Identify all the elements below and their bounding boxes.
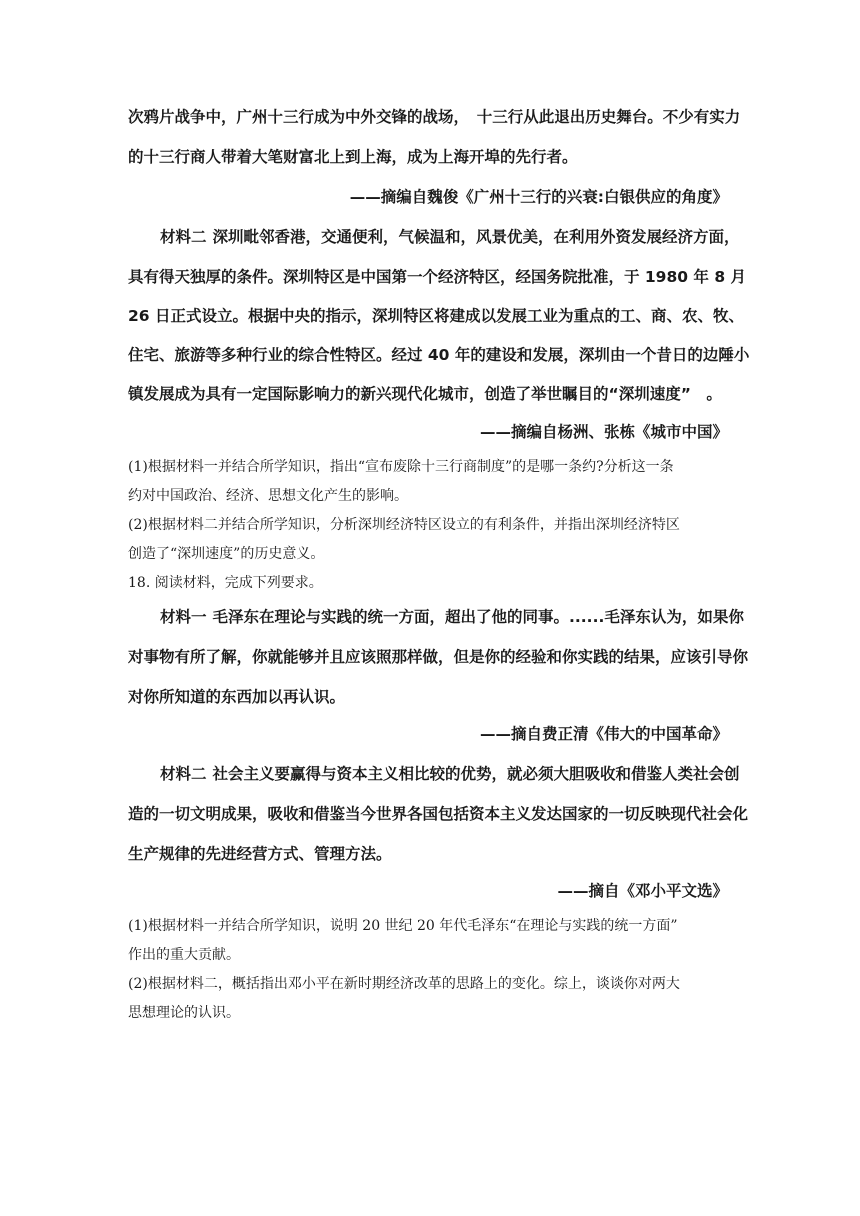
material2-line-1 (160, 227, 740, 247)
material18-2-line-1 (160, 764, 740, 784)
material18-1-line-3: 对你所知道的东西加以再认识。 (128, 688, 346, 706)
material-text: 毛泽东在理论与实践的统一方面，超出了他的同事。......毛泽东认为，如果你 (212, 608, 744, 626)
material18-2-line-3: 生产规律的先进经营方式、管理方法。 (128, 845, 392, 863)
material2-line-3: 26 日正式设立。根据中央的指示，深圳特区将建成以发展工业为重点的工、商、农、牧、 (128, 307, 744, 325)
question-18-1-line-2: 作出的重大贡献。 (128, 947, 240, 963)
material1-line-1: 次鸦片战争中，广州十三行成为中外交锋的战场， 十三行从此退出历史舞台。不少有实力 (128, 108, 741, 126)
material-text: 深圳毗邻香港，交通便利，气候温和，风景优美，在利用外资发展经济方面， (212, 228, 740, 246)
material-label: 材料二 (160, 228, 207, 246)
question-18-2-line-1: (2)根据材料二，概括指出邓小平在新时期经济改革的思路上的变化。综上，谈谈你对两大 (128, 976, 680, 992)
source-citation-1: ——摘编自魏俊《广州十三行的兴衰:白银供应的角度》 (349, 188, 728, 206)
material-label: 材料二 (160, 765, 207, 783)
source-citation-4: ——摘自《邓小平文选》 (557, 882, 728, 900)
material1-line-2: 的十三行商人带着大笔财富北上到上海，成为上海开埠的先行者。 (128, 148, 578, 166)
source-citation-3: ——摘自费正清《伟大的中国革命》 (479, 725, 728, 743)
material-text: 社会主义要赢得与资本主义相比较的优势，就必须大胆吸收和借鉴人类社会创 (212, 765, 740, 783)
question-17-2-line-1: (2)根据材料二并结合所学知识，分析深圳经济特区设立的有利条件，并指出深圳经济特区 (128, 517, 680, 533)
question-17-2-line-2: 创造了“深圳速度”的历史意义。 (128, 546, 325, 562)
material-label: 材料一 (160, 608, 207, 626)
question-18-title: 18. 阅读材料，完成下列要求。 (128, 575, 323, 591)
question-18-1-line-1: (1)根据材料一并结合所学知识，说明 20 世纪 20 年代毛泽东“在理论与实践的统一方面” (128, 918, 678, 934)
material18-2-line-2: 造的一切文明成果，吸收和借鉴当今世界各国包括资本主义发达国家的一切反映现代社会化 (128, 805, 749, 823)
question-17-1-line-2: 约对中国政治、经济、思想文化产生的影响。 (128, 488, 408, 504)
material2-line-5: 镇发展成为具有一定国际影响力的新兴现代化城市，创造了举世瞩目的“深圳速度” 。 (128, 385, 722, 403)
question-18-2-line-2: 思想理论的认识。 (128, 1005, 240, 1021)
material18-1-line-1 (160, 607, 744, 627)
material2-line-2: 具有得天独厚的条件。深圳特区是中国第一个经济特区，经国务院批准，于 1980 年 8 月 (128, 268, 747, 286)
source-citation-2: ——摘编自杨洲、张栋《城市中国》 (479, 423, 728, 441)
material2-line-4: 住宅、旅游等多种行业的综合性特区。经过 40 年的建设和发展，深圳由一个昔日的边陲小 (128, 346, 750, 364)
question-17-1-line-1: (1)根据材料一并结合所学知识，指出“宣布废除十三行商制度”的是哪一条约?分析这一条 (128, 459, 674, 475)
material18-1-line-2: 对事物有所了解，你就能够并且应该照那样做，但是你的经验和你实践的结果，应该引导你 (128, 648, 749, 666)
